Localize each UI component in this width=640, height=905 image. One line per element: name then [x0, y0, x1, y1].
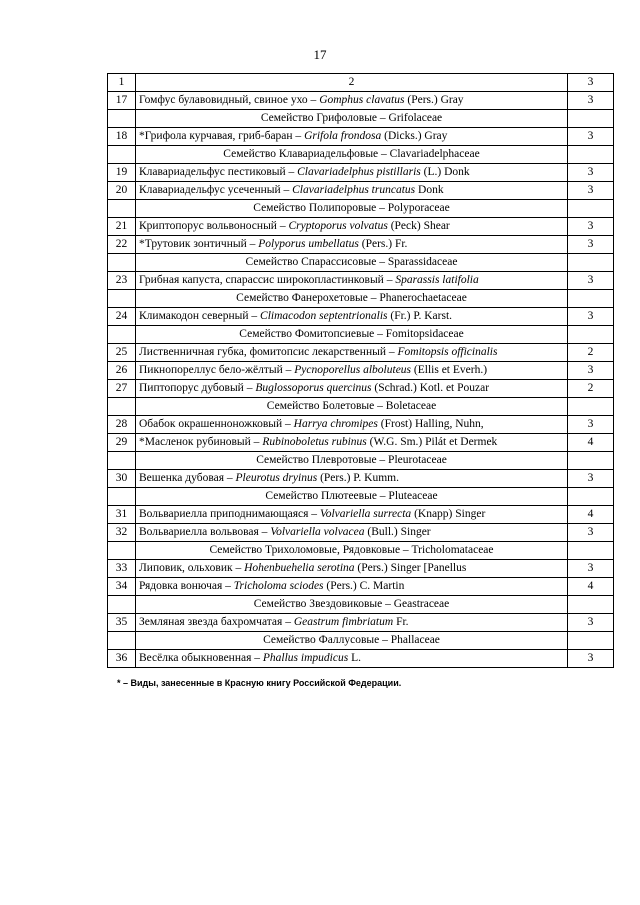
- species-author: (Bull.) Singer: [364, 525, 431, 538]
- species-row: [108, 218, 614, 236]
- species-name-cell: [136, 182, 568, 200]
- species-name-cell: [136, 92, 568, 110]
- species-row: [108, 380, 614, 398]
- species-name-cell: [136, 308, 568, 326]
- species-row: [108, 128, 614, 146]
- species-number: 31: [108, 506, 136, 524]
- family-name-cell: Семейство Грифоловые – Grifolaceae: [136, 110, 568, 128]
- family-row: [108, 290, 614, 308]
- species-author: (Pers.) P. Kumm.: [317, 471, 399, 484]
- species-row: [108, 92, 614, 110]
- species-latin-name: Fomitopsis officinalis: [397, 345, 498, 358]
- family-name-cell: Семейство Плевротовые – Pleurotaceae: [136, 452, 568, 470]
- species-category: 3: [568, 308, 614, 326]
- family-name-cell: Семейство Трихоломовые, Рядовковые – Tricholomataceae: [136, 542, 568, 560]
- species-name-cell: [136, 524, 568, 542]
- family-row-empty-category: [568, 326, 614, 344]
- species-number: 32: [108, 524, 136, 542]
- species-latin-name: Pycnoporellus alboluteus: [294, 363, 412, 376]
- species-number: 36: [108, 650, 136, 668]
- species-name-cell: [136, 650, 568, 668]
- species-author: (Ellis et Everh.): [411, 363, 488, 376]
- species-russian-name: Земляная звезда бахромчатая –: [139, 615, 294, 628]
- family-row-empty-category: [568, 200, 614, 218]
- species-russian-name: Весёлка обыкновенная –: [139, 651, 263, 664]
- family-row-empty-number: [108, 254, 136, 272]
- family-name-cell: Семейство Спарассисовые – Sparassidaceae: [136, 254, 568, 272]
- species-name-cell: [136, 362, 568, 380]
- species-category: 3: [568, 182, 614, 200]
- species-russian-name: Лиственничная губка, фомитопсис лекарственный –: [139, 345, 398, 358]
- species-latin-name: Clavariadelphus truncatus: [292, 183, 416, 196]
- species-russian-name: Пиптопорус дубовый –: [139, 381, 256, 394]
- species-author: L.: [348, 651, 361, 664]
- species-latin-name: Phallus impudicus: [262, 651, 349, 664]
- species-category: 3: [568, 236, 614, 254]
- species-category: 3: [568, 272, 614, 290]
- family-row-empty-category: [568, 452, 614, 470]
- species-number: 30: [108, 470, 136, 488]
- family-row: [108, 110, 614, 128]
- species-latin-name: Rubinoboletus rubinus: [262, 435, 367, 448]
- species-number: 33: [108, 560, 136, 578]
- species-latin-name: Sparassis latifolia: [395, 273, 479, 286]
- family-row-empty-category: [568, 542, 614, 560]
- species-russian-name: Вольвариелла приподнимающаяся –: [139, 507, 320, 520]
- species-name-cell: [136, 506, 568, 524]
- family-name-cell: Семейство Фаллусовые – Phallaceae: [136, 632, 568, 650]
- species-latin-name: Geastrum fimbriatum: [293, 615, 394, 628]
- species-category: 3: [568, 650, 614, 668]
- species-name-cell: [136, 560, 568, 578]
- family-row-empty-number: [108, 596, 136, 614]
- family-row-empty-category: [568, 290, 614, 308]
- family-row-empty-category: [568, 110, 614, 128]
- species-number: 35: [108, 614, 136, 632]
- family-row-empty-number: [108, 290, 136, 308]
- species-latin-name: Clavariadelphus pistillaris: [297, 165, 421, 178]
- species-name-cell: [136, 614, 568, 632]
- family-name-cell: Семейство Болетовые – Boletaceae: [136, 398, 568, 416]
- page-number: 17: [313, 47, 327, 62]
- species-latin-name: Tricholoma sciodes: [233, 579, 324, 592]
- species-latin-name: Polyporus umbellatus: [258, 237, 359, 250]
- species-row: [108, 470, 614, 488]
- species-russian-name: Гомфус булавовидный, свиное ухо –: [139, 93, 320, 106]
- species-russian-name: Клавариадельфус пестиковый –: [139, 165, 298, 178]
- species-russian-name: Липовик, ольховик –: [139, 561, 245, 574]
- family-row-empty-number: [108, 326, 136, 344]
- species-russian-name: Рядовка вонючая –: [139, 579, 234, 592]
- species-row: [108, 362, 614, 380]
- family-row-empty-category: [568, 398, 614, 416]
- species-russian-name: Вольвариелла вольвовая –: [139, 525, 271, 538]
- species-name-cell: [136, 380, 568, 398]
- species-name-cell: [136, 236, 568, 254]
- species-author: (Pers.) C. Martin: [323, 579, 405, 592]
- species-author: (Dicks.) Gray: [381, 129, 448, 142]
- family-row: [108, 398, 614, 416]
- species-author: (Pers.) Fr.: [358, 237, 408, 250]
- species-row: [108, 344, 614, 362]
- species-russian-name: *Трутовик зонтичный –: [139, 237, 259, 250]
- species-row: [108, 434, 614, 452]
- family-row: [108, 452, 614, 470]
- species-latin-name: Buglossoporus quercinus: [255, 381, 372, 394]
- species-row: [108, 614, 614, 632]
- family-row: [108, 488, 614, 506]
- family-row-empty-number: [108, 542, 136, 560]
- family-name-cell: Семейство Фанерохетовые – Phanerochaetaceae: [136, 290, 568, 308]
- species-author: (W.G. Sm.) Pilát et Dermek: [366, 435, 498, 448]
- species-russian-name: Вешенка дубовая –: [139, 471, 236, 484]
- family-row-empty-number: [108, 110, 136, 128]
- species-category: 2: [568, 380, 614, 398]
- species-russian-name: Климакодон северный –: [139, 309, 261, 322]
- species-category: 3: [568, 524, 614, 542]
- family-row: [108, 596, 614, 614]
- species-category: 3: [568, 164, 614, 182]
- header-cell-category: 3: [568, 74, 614, 92]
- species-row: [108, 560, 614, 578]
- species-category: 3: [568, 416, 614, 434]
- species-name-cell: [136, 434, 568, 452]
- species-name-cell: [136, 218, 568, 236]
- species-name-cell: [136, 578, 568, 596]
- species-category: 3: [568, 560, 614, 578]
- species-latin-name: Hohenbuehelia serotina: [244, 561, 355, 574]
- family-name-cell: Семейство Клавариадельфовые – Clavariadelphaceae: [136, 146, 568, 164]
- species-category: 3: [568, 92, 614, 110]
- family-row: [108, 146, 614, 164]
- species-row: [108, 236, 614, 254]
- table-header-row: [108, 74, 614, 92]
- species-author: (Knapp) Singer: [411, 507, 486, 520]
- species-name-cell: [136, 128, 568, 146]
- species-number: 19: [108, 164, 136, 182]
- family-row: [108, 254, 614, 272]
- species-table: [107, 73, 614, 668]
- species-author: (Frost) Halling, Nuhn,: [377, 417, 484, 430]
- species-russian-name: Пикнопореллус бело-жёлтый –: [139, 363, 295, 376]
- species-number: 25: [108, 344, 136, 362]
- family-row-empty-category: [568, 254, 614, 272]
- family-name-cell: Семейство Фомитопсиевые – Fomitopsidaceae: [136, 326, 568, 344]
- species-category: 3: [568, 362, 614, 380]
- family-row-empty-category: [568, 596, 614, 614]
- species-name-cell: [136, 164, 568, 182]
- species-russian-name: Криптопорус вольвоносный –: [139, 219, 289, 232]
- family-row: [108, 542, 614, 560]
- species-number: 17: [108, 92, 136, 110]
- family-row-empty-number: [108, 452, 136, 470]
- species-number: 29: [108, 434, 136, 452]
- species-number: 28: [108, 416, 136, 434]
- table-body: [108, 74, 614, 668]
- species-latin-name: Cryptoporus volvatus: [288, 219, 388, 232]
- species-row: [108, 506, 614, 524]
- species-number: 26: [108, 362, 136, 380]
- species-name-cell: [136, 416, 568, 434]
- species-row: [108, 272, 614, 290]
- family-row: [108, 200, 614, 218]
- species-category: 3: [568, 470, 614, 488]
- species-number: 18: [108, 128, 136, 146]
- species-name-cell: [136, 470, 568, 488]
- species-author: (Pers.) Singer [Panellus: [354, 561, 467, 574]
- species-author: Fr.: [393, 615, 409, 628]
- species-latin-name: Grifola frondosa: [304, 129, 382, 142]
- family-row: [108, 326, 614, 344]
- species-latin-name: Harrya chromipes: [293, 417, 378, 430]
- species-name-cell: [136, 272, 568, 290]
- family-row-empty-category: [568, 632, 614, 650]
- family-row-empty-number: [108, 200, 136, 218]
- species-number: 34: [108, 578, 136, 596]
- species-number: 24: [108, 308, 136, 326]
- family-name-cell: Семейство Полипоровые – Polyporaceae: [136, 200, 568, 218]
- species-category: 3: [568, 128, 614, 146]
- species-number: 20: [108, 182, 136, 200]
- species-row: [108, 578, 614, 596]
- species-latin-name: Volvariella volvacea: [270, 525, 365, 538]
- species-row: [108, 182, 614, 200]
- species-latin-name: Climacodon septentrionalis: [260, 309, 388, 322]
- species-author: (Fr.) P. Karst.: [387, 309, 453, 322]
- species-russian-name: *Грифола курчавая, гриб-баран –: [139, 129, 305, 142]
- footnote: * – Виды, занесенные в Красную книгу Российской Федерации.: [117, 678, 402, 688]
- species-category: 4: [568, 578, 614, 596]
- species-latin-name: Volvariella surrecta: [319, 507, 412, 520]
- species-category: 4: [568, 506, 614, 524]
- species-russian-name: *Масленок рубиновый –: [139, 435, 263, 448]
- species-author: Donk: [415, 183, 444, 196]
- species-row: [108, 164, 614, 182]
- species-number: 21: [108, 218, 136, 236]
- species-latin-name: Gomphus clavatus: [319, 93, 405, 106]
- family-row-empty-category: [568, 488, 614, 506]
- species-name-cell: [136, 344, 568, 362]
- species-author: (Schrad.) Kotl. et Pouzar: [371, 381, 490, 394]
- header-cell-name: 2: [136, 74, 568, 92]
- species-number: 27: [108, 380, 136, 398]
- family-row-empty-number: [108, 632, 136, 650]
- species-category: 2: [568, 344, 614, 362]
- species-russian-name: Грибная капуста, спарассис широкопластинковый –: [139, 273, 396, 286]
- species-latin-name: Pleurotus dryinus: [235, 471, 318, 484]
- species-row: [108, 524, 614, 542]
- species-author: (Pers.) Gray: [404, 93, 464, 106]
- family-row: [108, 632, 614, 650]
- family-row-empty-number: [108, 398, 136, 416]
- species-row: [108, 416, 614, 434]
- family-row-empty-number: [108, 146, 136, 164]
- species-category: 3: [568, 614, 614, 632]
- family-row-empty-category: [568, 146, 614, 164]
- family-row-empty-number: [108, 488, 136, 506]
- species-russian-name: Обабок окрашенноножковый –: [139, 417, 294, 430]
- species-category: 3: [568, 218, 614, 236]
- species-russian-name: Клавариадельфус усеченный –: [139, 183, 293, 196]
- header-cell-number: 1: [108, 74, 136, 92]
- species-category: 4: [568, 434, 614, 452]
- species-author: (L.) Donk: [420, 165, 470, 178]
- family-name-cell: Семейство Плютеевые – Pluteaceae: [136, 488, 568, 506]
- species-number: 23: [108, 272, 136, 290]
- family-name-cell: Семейство Звездовиковые – Geastraceae: [136, 596, 568, 614]
- species-row: [108, 650, 614, 668]
- species-author: (Peck) Shear: [387, 219, 450, 232]
- species-number: 22: [108, 236, 136, 254]
- species-row: [108, 308, 614, 326]
